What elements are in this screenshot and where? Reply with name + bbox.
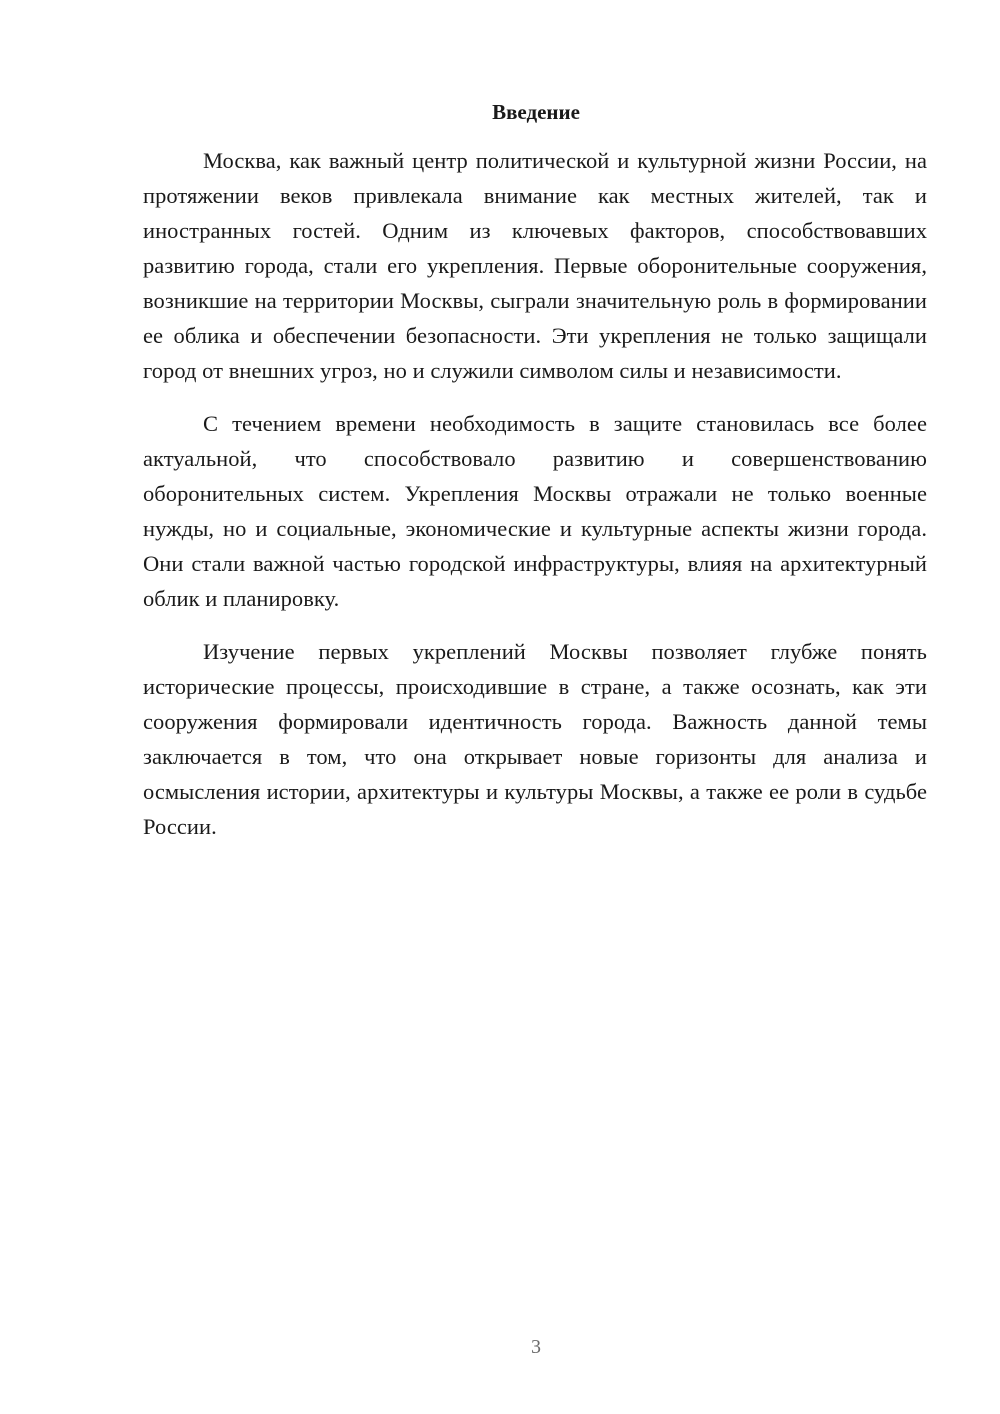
- page-number: 3: [531, 1336, 541, 1358]
- body-text: [143, 143, 927, 862]
- paragraph-3: Изучение первых укреплений Москвы позволяет глубже понять исторические процессы, происходившие в стране, а также осознать, как эти сооружения формировали идентичность города. Важность данной темы заключается в том, что она открывает новые горизонты для анализа и осмысления истории, архитектуры и культуры Москвы, а также ее роли в судьбе России.: [143, 639, 927, 839]
- paragraph-1: Москва, как важный центр политической и культурной жизни России, на протяжении веков привлекала внимание как местных жителей, так и иностранных гостей. Одним из ключевых факторов, способствовавших развитию города, стали его укрепления. Первые оборонительные сооружения, возникшие на территории Москвы, сыграли значительную роль в формировании ее облика и обеспечении безопасности. Эти укрепления не только защищали город от внешних угроз, но и служили символом силы и независимости.: [143, 148, 927, 383]
- paragraph-2: С течением времени необходимость в защите становилась все более актуальной, что способствовало развитию и совершенствованию оборонительных систем. Укрепления Москвы отражали не только военные нужды, но и социальные, экономические и культурные аспекты жизни города. Они стали важной частью городской инфраструктуры, влияя на архитектурный облик и планировку.: [143, 411, 927, 611]
- page-title: Введение: [492, 100, 580, 124]
